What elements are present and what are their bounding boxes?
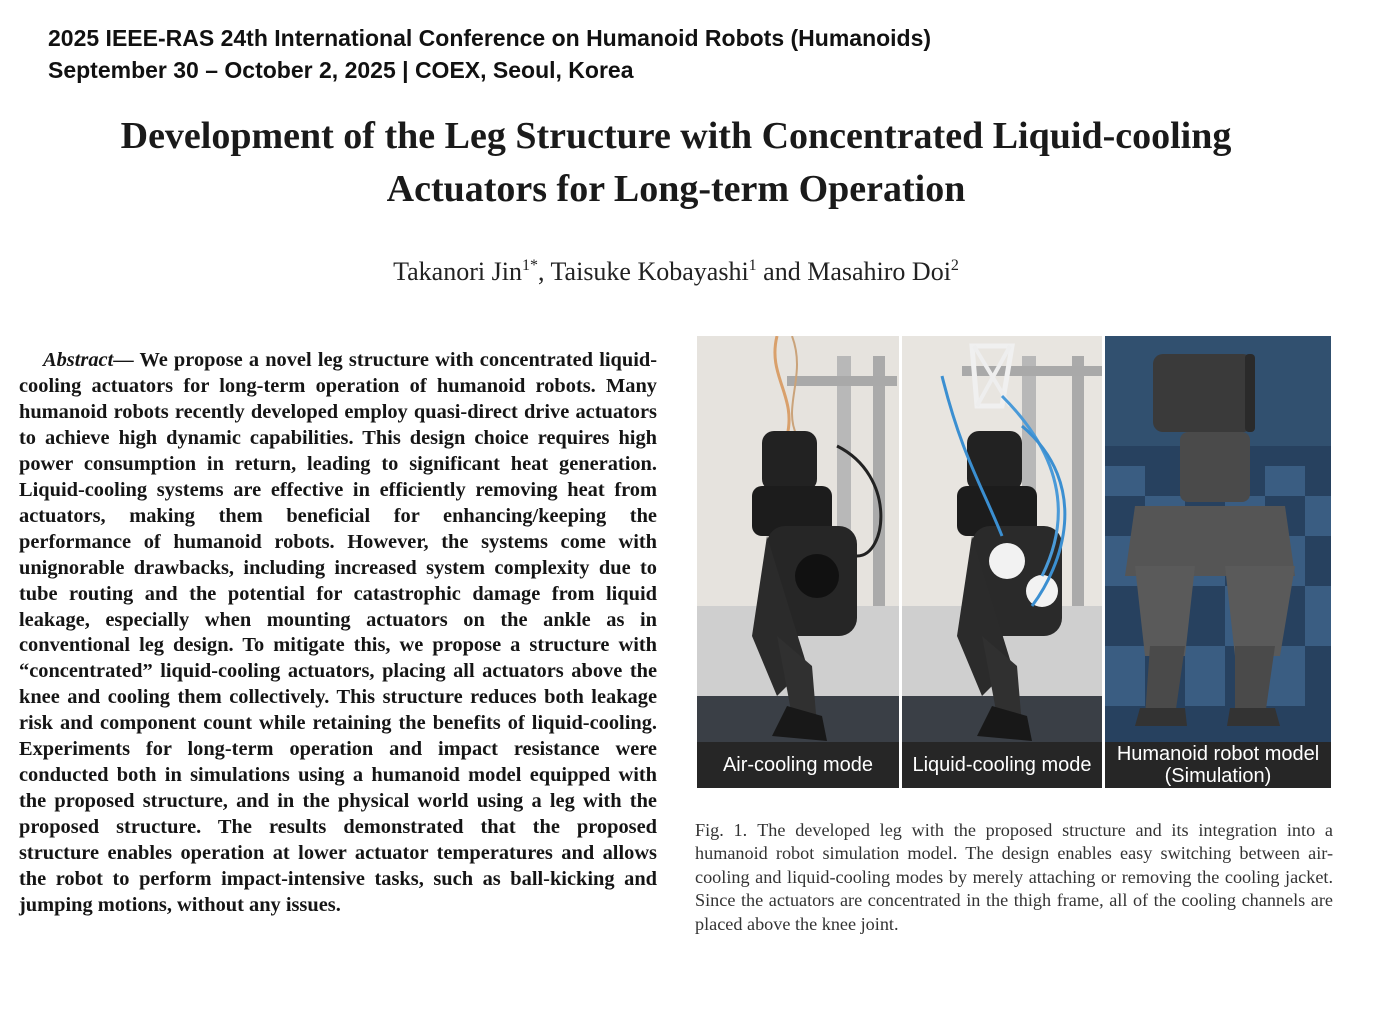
author-name: Masahiro Doi [807, 257, 951, 286]
title-line-1: Development of the Leg Structure with Concentrated Liquid-cooling [120, 115, 1232, 157]
author-separator: , [537, 257, 551, 286]
panel-simulation [1105, 336, 1331, 788]
conference-date-venue: September 30 – October 2, 2025 | COEX, Seoul, Korea [48, 57, 634, 83]
conference-header [48, 22, 931, 86]
author-affiliation: 1 [748, 257, 757, 274]
panel-caption: Liquid-cooling mode [902, 742, 1102, 788]
abstract-text: We propose a novel leg structure with concentrated liquid-cooling actuators for long-term operation of humanoid robots. Many humanoid robots recently developed employ quasi-direct drive actuators to achieve high dynamic capabilities. This design choice requires high power consumption in return, leading to significant heat generation. Liquid-cooling systems are effective in efficiently removing heat from actuators, making them beneficial for enhancing/keeping the performance of humanoid robots. However, the systems come with unignorable drawbacks, including increased system complexity due to tube routing and the potential for catastrophic damage from liquid leakage, especially when mounting actuators on the ankle as in conventional leg design. To mitigate this, we propose a structure with “concentrated” liquid-cooling actuators, placing all actuators above the knee and cooling them collectively. This structure reduces both leakage risk and component count while retaining the benefits of liquid-cooling. Experiments for long-term operation and impact resistance were conducted both in simulations using a humanoid model equipped with the proposed structure, and in the physical world using a leg with the proposed structure. The results demonstrated that the proposed structure enables operation at lower actuator temperatures and allows the robot to perform impact-intensive tasks, such as ball-kicking and jumping motions, without any issues. [19, 349, 657, 917]
author-list [0, 254, 1352, 290]
abstract-label: Abstract [43, 349, 114, 371]
panel-caption: Humanoid robot model (Simulation) [1105, 742, 1331, 788]
panel-liquid-cooling [902, 336, 1102, 788]
figure-label: Fig. 1. [695, 820, 748, 840]
panel-air-cooling [697, 336, 899, 788]
liquid-cooling-leg-photo [902, 336, 1102, 788]
author-affiliation: 1* [521, 257, 538, 274]
panel-caption: Air-cooling mode [697, 742, 899, 788]
abstract-dash: — [113, 349, 140, 371]
air-cooling-leg-photo [697, 336, 899, 788]
conference-name: 2025 IEEE-RAS 24th International Conference on Humanoid Robots (Humanoids) [48, 25, 932, 51]
author-affiliation: 2 [950, 257, 959, 274]
author-name: Takanori Jin [393, 257, 522, 286]
humanoid-simulation-render [1105, 336, 1331, 788]
abstract [19, 348, 657, 919]
figure-1 [697, 336, 1331, 788]
author-separator: and [756, 257, 808, 286]
paper-title [0, 110, 1352, 216]
author-name: Taisuke Kobayashi [550, 257, 749, 286]
title-line-2: Actuators for Long-term Operation [386, 168, 966, 210]
figure-caption-text: The developed leg with the proposed structure and its integration into a humanoid robot simulation model. The design enables easy switching between air-cooling and liquid-cooling modes by merely attaching or removing the cooling jacket. Since the actuators are concentrated in the thigh frame, all of the cooling channels are placed above the knee joint. [695, 820, 1333, 934]
figure-caption [695, 819, 1333, 936]
